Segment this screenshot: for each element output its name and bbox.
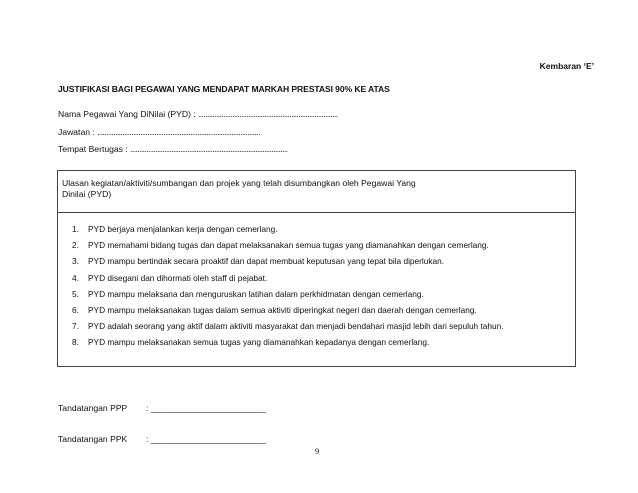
list-item-number: 7. <box>72 321 79 332</box>
list-item-number: 4. <box>72 272 79 283</box>
list-item <box>72 270 504 286</box>
box-header-line1: Ulasan kegiatan/aktiviti/sumbangan dan projek yang telah disumbangkan oleh Pegawai Yang <box>62 178 416 188</box>
list-item <box>72 286 504 302</box>
list-item-text: PYD memahami bidang tugas dan dapat melaksanakan semua tugas yang diamanahkan dengan cemerlang. <box>88 240 489 251</box>
box-header-line2: Dinilai (PYD) <box>62 189 112 199</box>
field-pyd-name-label: Nama Pegawai Yang DiNilai (PYD) : <box>58 109 196 119</box>
list-item-number: 6. <box>72 304 79 315</box>
list-item-text: PYD mampu melaksanakan semua tugas yang diamanahkan kepadanya dengan cemerlang. <box>88 337 430 348</box>
document-title: JUSTIFIKASI BAGI PEGAWAI YANG MENDAPAT MARKAH PRESTASI 90% KE ATAS <box>58 84 390 94</box>
contribution-box-header <box>58 171 575 213</box>
list-item <box>72 253 504 269</box>
list-item <box>72 221 504 237</box>
signature-ppk-line: : ________________________ <box>146 434 266 444</box>
list-item-number: 5. <box>72 288 79 299</box>
list-item <box>72 302 504 318</box>
list-item-text: PYD disegani dan dihormati oleh staff di pejabat. <box>88 272 268 283</box>
field-workplace-dots: ........................................................................................ <box>130 144 288 154</box>
signature-ppp-label: Tandatangan PPP <box>58 403 128 413</box>
list-item <box>72 334 504 350</box>
contribution-box <box>57 170 576 367</box>
list-item-text: PYD adalah seorang yang aktif dalam aktiviti masyarakat dan menjadi bendahari masjid lebih dari sepuluh tahun. <box>88 321 504 332</box>
field-post-dots: ........................................................................................... <box>97 127 260 137</box>
list-item <box>72 318 504 334</box>
list-item-number: 8. <box>72 337 79 348</box>
list-item-number: 1. <box>72 224 79 234</box>
list-item-text: PYD mampu melaksanakan tugas dalam semua aktiviti diperingkat negeri dan daerah dengan cemerlang. <box>88 304 477 315</box>
attachment-label: Kembaran ‘E’ <box>539 61 594 71</box>
field-workplace-label: Tempat Bertugas : <box>58 144 128 154</box>
list-item-text: PYD mampu melaksana dan menguruskan latihan dalam perkhidmatan dengan cemerlang. <box>88 288 424 299</box>
field-pyd-name-dots: .............................................................................. <box>198 109 338 119</box>
signature-ppp <box>58 403 265 413</box>
signature-ppk <box>58 434 265 444</box>
field-workplace <box>58 144 287 154</box>
signature-ppp-line: : ________________________ <box>146 403 266 413</box>
page-number: 9 <box>315 446 320 456</box>
list-item-text: PYD mampu bertindak secara proaktif dan dapat membuat keputusan yang tepat bila diperlukan. <box>88 256 445 267</box>
contribution-list <box>72 221 504 351</box>
field-pyd-name <box>58 109 338 119</box>
list-item-number: 2. <box>72 240 79 251</box>
list-item-number: 3. <box>72 256 79 267</box>
field-post-label: Jawatan : <box>58 127 95 137</box>
field-post <box>58 127 260 137</box>
list-item <box>72 237 504 253</box>
signature-ppk-label: Tandatangan PPK <box>58 434 128 444</box>
list-item-text: PYD berjaya menjalankan kerja dengan cemerlang. <box>88 224 278 234</box>
